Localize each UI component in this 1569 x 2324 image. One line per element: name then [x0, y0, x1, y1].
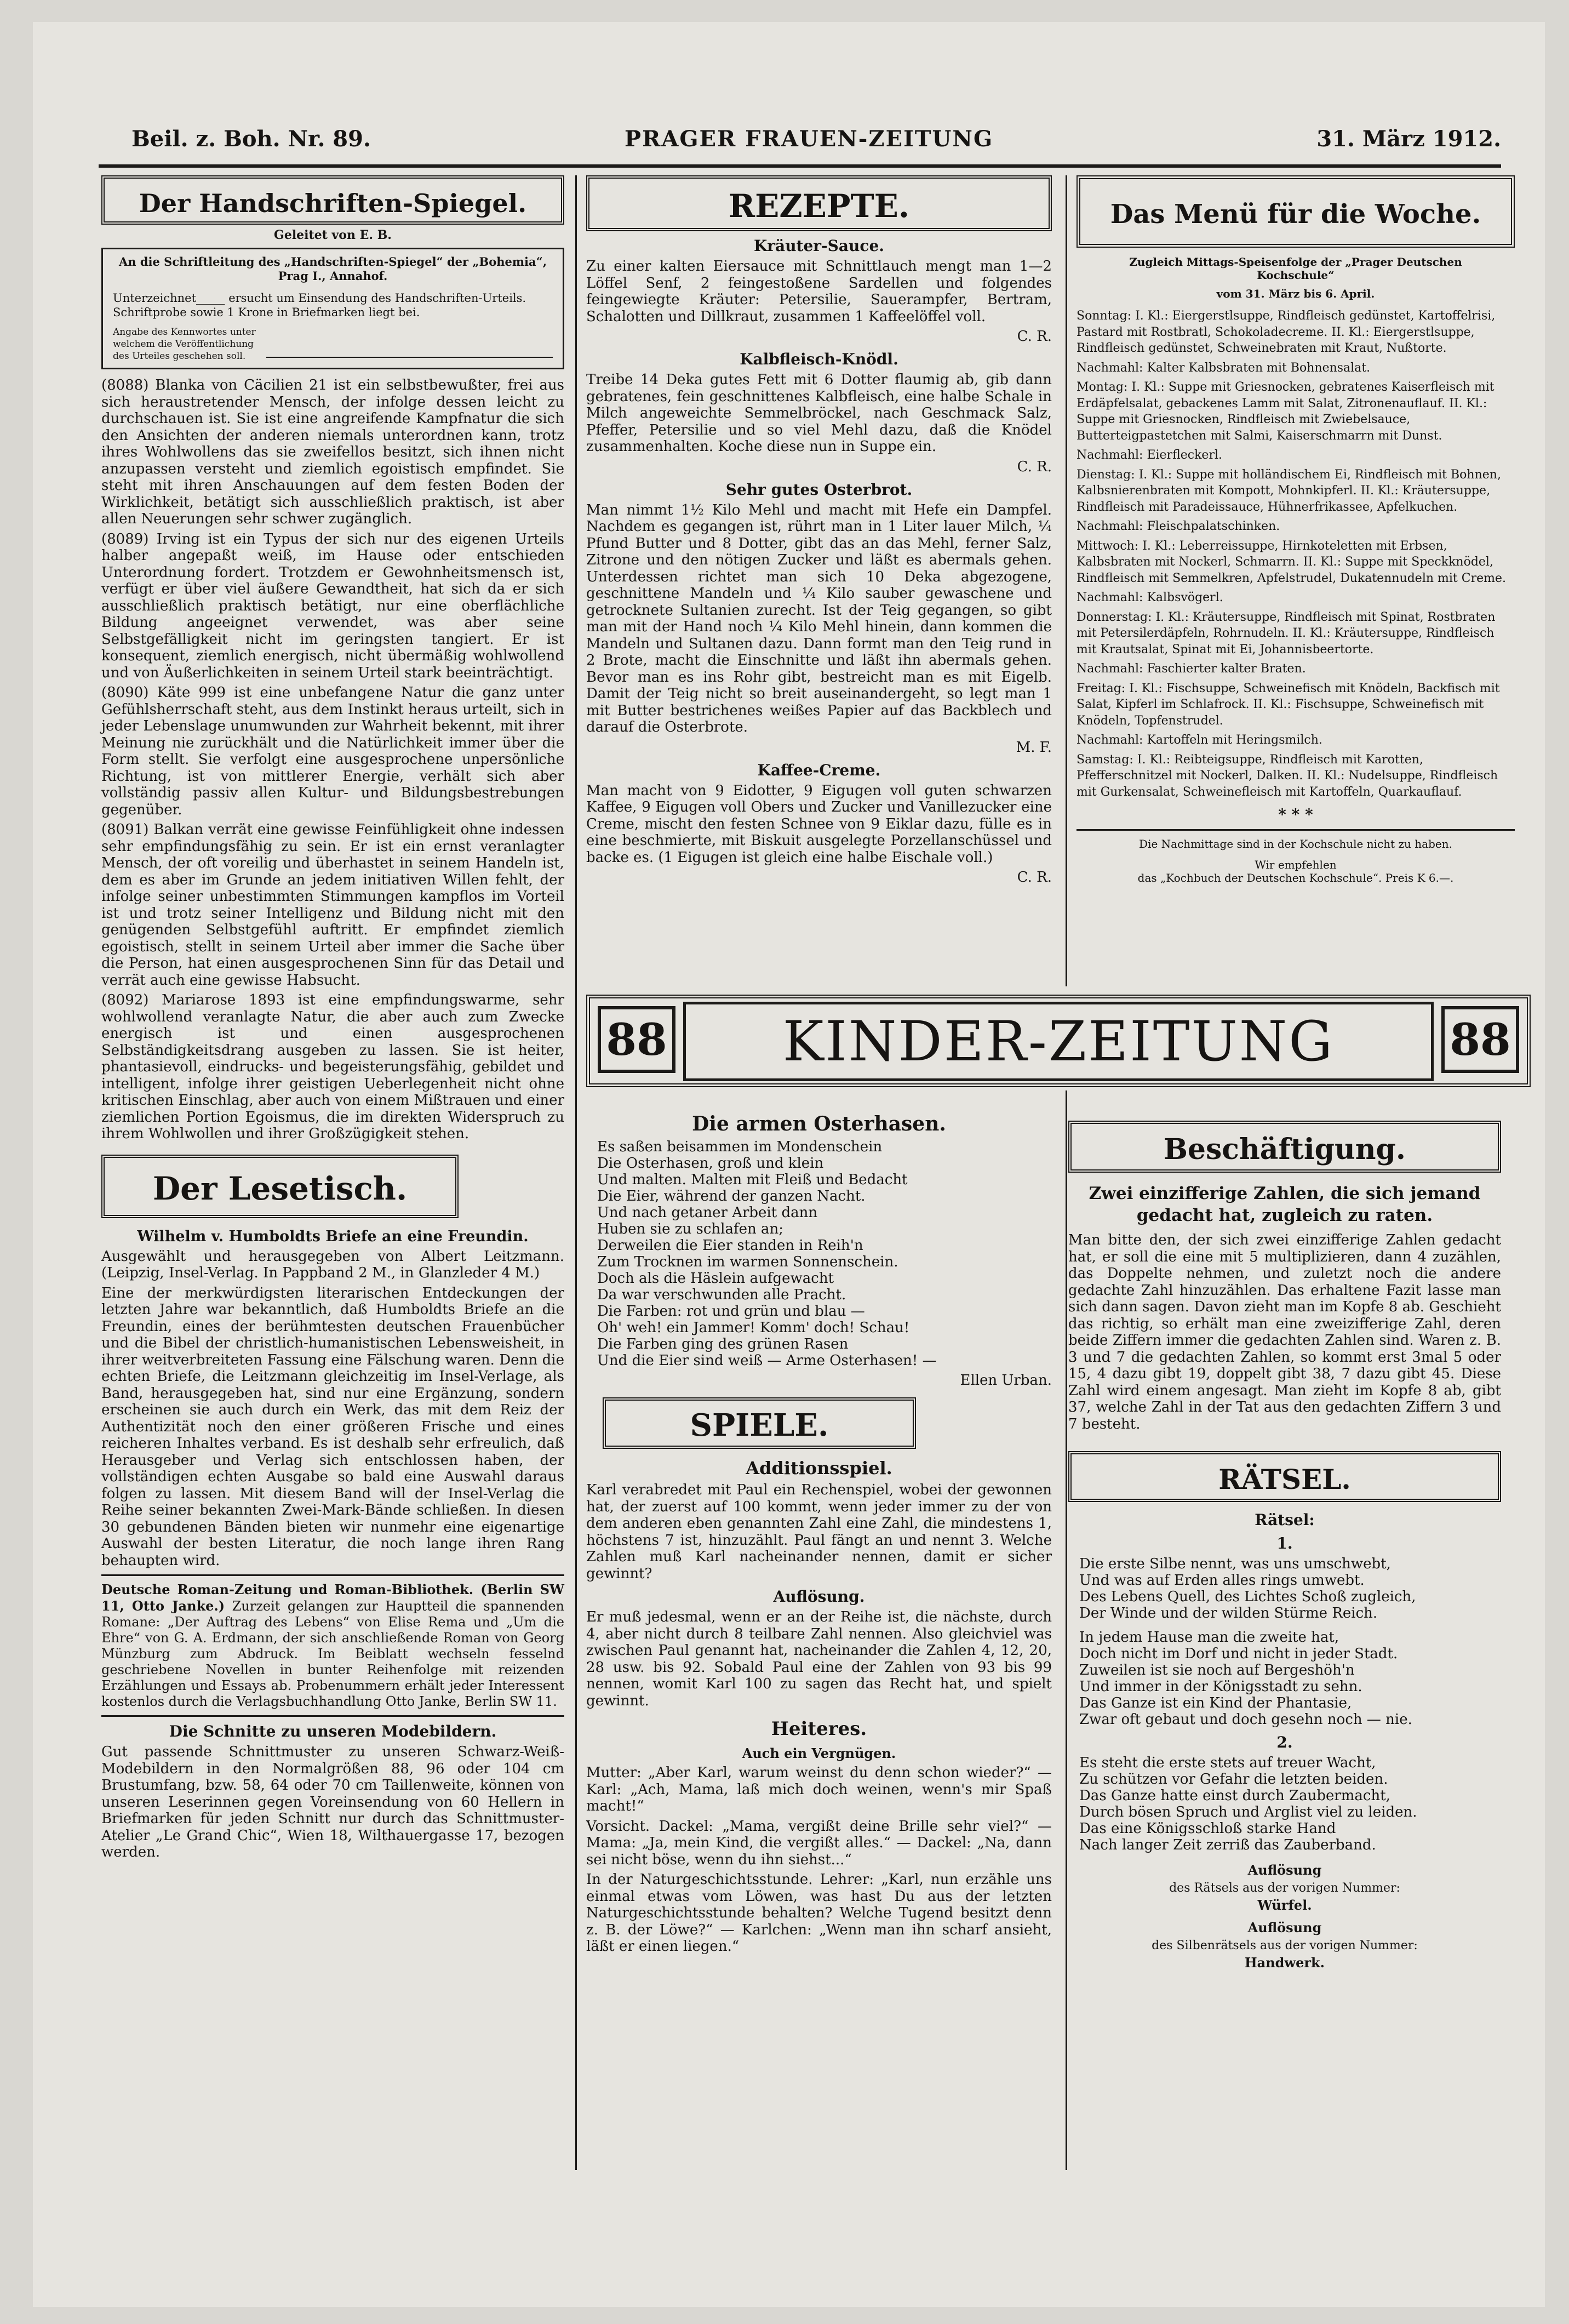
menu-day: Samstag: I. Kl.: Reibteigsuppe, Rindfleisch mit Karotten, Pfefferschnitzel mit Nockerl, Dalken. II. Kl.: Nudelsuppe, Rindfleisch mit Gurkensalat, Schweinefleisch mit Kartoffeln, Quarkauflauf. — [1076, 752, 1498, 799]
recipe-name: Kalbfleisch-Knödl. — [740, 350, 898, 368]
ornament-left-icon: 88 — [598, 1006, 675, 1073]
beschaeftigung-heading: Zwei einzifferige Zahlen, die sich jemand gedacht hat, zugleich zu raten. — [1089, 1184, 1481, 1225]
raetsel-number: 1. — [1276, 1534, 1293, 1552]
recipe-text: Man nimmt 1½ Kilo Mehl und macht mit Hefe ein Dampfel. Nachdem es gegangen ist, rührt man in 1 Liter lauer Milch, ¼ Pfund Butter und 8 Dotter, gibt das an das Mehl, ferner Salz, Zitrone und den nötigen Zucker und läßt es abermals gehen. Unterdessen richtet man sich 10 Deka abgezogene, geschnittene Mandeln und ¼ Kilo sauber gewaschene und getrocknete Sultanien zurecht. Ist der Teig gegangen, so gibt man mit der Hand noch ¼ Kilo Mehl hinein, dann kommen die Mandeln und Sultanen dazu. Dann formt man den Teig rund in 2 Brote, macht die Einschnitte und läßt ihn abermals gehen. Bevor man es ins Rohr gibt, bestreicht man es mit Eigelb. Damit der Teig nicht so breit auseinandergeht, so legt man 1 mit Butter bestrichenes weißes Papier auf das Backblech und darauf die Osterbrote. — [586, 501, 1052, 735]
handschriften-form-label: Angabe des Kennwortes unter welchem die Veröffentlichung des Urteiles geschehen soll. — [113, 327, 256, 362]
handschriften-form-text: Unterzeichnet_____ ersucht um Einsendung des Handschriften-Urteils. Schriftprobe sowie 1 Krone in Briefmarken liegt bei. — [113, 292, 526, 319]
menu-day: Nachmahl: Kartoffeln mit Heringsmilch. — [1076, 733, 1322, 747]
beschaeftigung-text: Man bitte den, der sich zwei einzifferige Zahlen gedacht hat, er soll die eine mit 5 multiplizieren, dann 4 zuzählen, das Doppelte nehmen, und zuletzt noch die andere gedachte Zahl hinzuzählen. Das erhaltene Fazit lasse man sich dann sagen. Davon zieht man im Kopfe 8 ab. Geschieht das richtig, so erhält man eine zweizifferige Zahl, deren beide Ziffern immer die gedachten Zahlen sind. Waren z. B. 3 und 7 die gedachten Zahlen, so kommt erst 3mal 5 oder 15, 4 dazu gibt 19, doppelt gibt 38, 7 dazu gibt 45. Diese Zahl wird einem angesagt. Man zieht im Kopfe 8 ab, gibt 37, welche Zahl in der Tat aus den gedachten Ziffern 3 und 7 besteht. — [1068, 1232, 1501, 1432]
spiel-name: Additionsspiel. — [746, 1458, 892, 1478]
menu-stars: * * * — [1278, 806, 1313, 824]
heiteres-joke: Vorsicht. Dackel: „Mama, vergißt deine Brille sehr viel?“ — Mama: „Ja, mein Kind, die vergißt alles.“ — Dackel: „Na, dann sei nicht böse, wenn du ihn siehst...“ — [586, 1818, 1052, 1868]
column-divider — [1066, 175, 1067, 986]
column-divider — [575, 175, 577, 2170]
recipe-name: Kräuter-Sauce. — [753, 237, 885, 255]
heiteres-joke: In der Naturgeschichtsstunde. Lehrer: „Karl, nun erzähle uns einmal etwas vom Löwen, was hast Du aus der letzten Naturgeschichtsstunde behalten? Welche Tugend besitzt denn z. B. der Löwe?“ — Karlchen: „Wenn man ihn scharf ansieht, läßt er einen liegen.“ — [586, 1871, 1052, 1955]
handschriften-title: Der Handschriften-Spiegel. — [101, 175, 564, 225]
handschrift-paragraph: (8091) Balkan verrät eine gewisse Feinfühligkeit ohne indessen sehr empfindungsfähig zu sein. Er ist ein ernst veranlagter Mensch, der oft voreilig und überhastet in seinem Handeln ist, dem es aber im Grunde an jedem initiativen Willen fehlt, der infolge seiner unbestimmten Stimmungen kampflos im Vorteil ist und trotz seiner Intelligenz und Bildung nicht mit den genügenden Selbstgefühl auftritt. Er empfindet ziemlich egoistisch, stellt in seinem Urteil aber immer die Sache über die Person, hat einen ausgesprochenen Sinn für das Detail und verrät auch eine gewisse Habsucht. — [101, 821, 564, 989]
header-title: PRAGER FRAUEN-ZEITUNG — [625, 126, 994, 152]
handschriften-form — [101, 248, 564, 369]
menu-day: Nachmahl: Faschierter kalter Braten. — [1076, 662, 1306, 676]
spiel-aufloesung-title: Auflösung. — [773, 1588, 865, 1606]
column-kinder-right — [1068, 1121, 1501, 1974]
raetsel-title: RÄTSEL. — [1068, 1451, 1501, 1502]
spiel-aufloesung-text: Er muß jedesmal, wenn er an der Reihe ist, die nächste, durch 4, aber nicht durch 8 teilbare Zahl nennen. Also gleichviel was zwischen Paul genannt hat, nacheinander die Zahlen 4, 12, 20, 28 usw. bis 92. Sobald Paul eine der Zahlen von 93 bis 99 nennen, womit Karl 100 zu sagen das Recht hat, und spielt gewinnt. — [586, 1609, 1052, 1709]
column-divider — [1066, 1090, 1067, 2170]
ornament-right-icon: 88 — [1441, 1006, 1519, 1073]
menu-day: Sonntag: I. Kl.: Eiergerstlsuppe, Rindfleisch gedünstet, Kartoffelrisi, Pastard mit Rostbratl, Schokoladecreme. II. Kl.: Eiergerstlsuppe, Rindfleisch gedünstet, Schweinebraten mit Kraut, Nußtorte. — [1076, 309, 1496, 355]
poem-title: Die armen Osterhasen. — [692, 1112, 946, 1135]
menu-day: Nachmahl: Kalbsvögerl. — [1076, 591, 1223, 604]
recipe-name: Sehr gutes Osterbrot. — [725, 480, 913, 499]
recipe-sig: M. F. — [1016, 739, 1052, 756]
menu-day: Dienstag: I. Kl.: Suppe mit holländischem Ei, Rindfleisch mit Bohnen, Kalbsnierenbraten mit Kompott, Mohnkipferl. II. Kl.: Kräutersuppe, Rindfleisch mit Paradeissauce, Hühnerfrikassee, Apfelkuchen. — [1076, 467, 1501, 514]
schnitte-text: Gut passende Schnittmuster zu unseren Schwarz-Weiß-Modebildern in den Normalgrößen 88, 96 oder 104 cm Brustumfang, bzw. 58, 64 oder 70 cm Taillenweite, können von unseren Leserinnen gegen Voreinsendung von 60 Hellern in Briefmarken für jeden Schnitt nur durch das Schnittmuster-Atelier „Le Grand Chic“, Wien 18, Wilthauergasse 17, bezogen werden. — [101, 1744, 564, 1860]
menu-subtitle: Zugleich Mittags-Speisenfolge der „Prager Deutschen Kochschule“ — [1129, 255, 1462, 282]
lesetisch-paragraph: Eine der merkwürdigsten literarischen Entdeckungen der letzten Jahre war bekanntlich, daß Humboldts Briefe an die Freundin, eines der berühmtesten deutschen Frauenbücher und die Bibel der christlich-humanistischen Lebensweisheit, in ihrer weitverbreiteten Fassung eine Fälschung waren. Denn die echten Briefe, die Leitzmann gleichzeitig im Insel-Verlage, als Band, herausgegeben hat, sind nur eine Ergänzung, sondern erscheinen sie auch durch ein Werk, das mit dem Reiz der Authentizität noch den einer größeren Frische und eines reicheren Inhaltes verband. Es ist deshalb sehr erfreulich, daß Herausgeber und Verlag sich entschlossen haben, der vollständigen echten Ausgabe so bald eine Auswahl daraus folgen zu lassen. Mit diesem Band will der Insel-Verlag die Reihe seiner bekannten Zwei-Mark-Bände schließen. In diesen 30 gebundenen Bänden bieten wir nunmehr eine eigenartige Auswahl der besten Literatur, die noch lange ihren Rang behaupten wird. — [101, 1284, 564, 1569]
menu-dates: vom 31. März bis 6. April. — [1216, 287, 1375, 300]
raetsel-2-verse: Es steht die erste stets auf treuer Wacht, Zu schützen vor Gefahr die letzten beiden. Das Ganze hatte einst durch Zaubermacht, Durch bösen Spruch und Arglist viel zu leiden. Das eine Königsschloß starke Hand Nach langer Zeit zerriß das Zauberband. — [1079, 1755, 1417, 1853]
book-heading: Wilhelm v. Humboldts Briefe an eine Freundin. — [137, 1227, 529, 1245]
menu-day: Nachmahl: Fleischpalatschinken. — [1076, 519, 1280, 533]
heiteres-title: Heiteres. — [771, 1718, 867, 1740]
kinder-zeitung-banner — [586, 995, 1531, 1087]
aufloesung-subtitle: des Rätsels aus der vorigen Nummer: — [1169, 1881, 1400, 1895]
handschrift-paragraph: (8089) Irving ist ein Typus der sich nur des eigenen Urteils halber angepaßt weiß, im Hause oder entschieden Unterordnung fordert. Trotzdem er Gewohnheitsmensch ist, verfügt er über viel äußere Gewandtheit, hat sich da er sich ausschließlich praktisch betätigt, nur eine oberflächliche Bildung angeeignet verwendet, was aber seine Selbstgefälligkeit nicht im geringsten tangiert. Er ist konsequent, ziemlich energisch, nicht übermäßig wohlwollend und von Äußerlichkeiten in seinem Urteil stark beeinträchtigt. — [101, 530, 564, 681]
menu-recommend: Wir empfehlen — [1255, 858, 1337, 871]
menu-day: Montag: I. Kl.: Suppe mit Griesnocken, gebratenes Kaiserfleisch mit Erdäpfelsalat, gebackenes Lamm mit Salat, Zitronenauflauf. II. Kl.: Suppe mit Griesnocken, Rindfleisch mit Zwiebelsauce, Butterteigpastetchen mit Salmi, Kaiserschmarrn mit Dunst. — [1076, 380, 1494, 443]
recipe-text: Man macht von 9 Eidotter, 9 Eigugen voll guten schwarzen Kaffee, 9 Eigugen voll Obers und Zucker und Vanillezucker eine Creme, mischt den festen Schnee von 9 Eiklar dazu, fülle es in eine beschmierte, mit Biskuit ausgelegte Porzellanschüssel und backe es. (1 Eigugen ist gleich eine halbe Eischale voll.) — [586, 782, 1052, 866]
menu-day: Nachmahl: Kalter Kalbsbraten mit Bohnensalat. — [1076, 361, 1371, 375]
recipe-sig: C. R. — [1017, 869, 1052, 886]
poem-author: Ellen Urban. — [960, 1372, 1052, 1389]
menu-day: Freitag: I. Kl.: Fischsuppe, Schweinefisch mit Knödeln, Backfisch mit Salat, Kipferl im Schlafrock. II. Kl.: Fischsuppe, Schweinefisch mit Knödeln, Topfenstrudel. — [1076, 681, 1500, 728]
spiel-text: Karl verabredet mit Paul ein Rechenspiel, wobei der gewonnen hat, der zuerst auf 100 kommt, wenn jeder immer zu der von dem anderen eben genannten Zahl eine Zahl, die mindestens 1, höchstens 7 ist, hinzuzählt. Paul fängt an und nennt 3. Welche Zahlen muß Karl nacheinander nennen, damit er sicher gewinnt? — [586, 1482, 1052, 1582]
raetsel-number: 2. — [1276, 1733, 1293, 1751]
recipe-sig: C. R. — [1017, 458, 1052, 475]
column-rezepte — [586, 175, 1052, 890]
beschaeftigung-title: Beschäftigung. — [1068, 1121, 1501, 1173]
recipe-sig: C. R. — [1017, 328, 1052, 345]
raetsel-subtitle: Rätsel: — [1255, 1511, 1315, 1529]
form-line — [266, 326, 553, 358]
recipe-text: Treibe 14 Deka gutes Fett mit 6 Dotter flaumig ab, gib dann gebratenes, fein geschnittenes Kalbfleisch, eine halbe Schale in Milch angeweichte Semmelbröckel, nach Geschmack Salz, Pfeffer, Petersilie und so viel Mehl dazu, daß die Knödel zusammenhalten. Koche diese nun in Suppe ein. — [586, 372, 1052, 455]
menu-note: Die Nachmittage sind in der Kochschule nicht zu haben. — [1139, 837, 1452, 850]
aufloesung-title: Auflösung — [1247, 1920, 1322, 1935]
aufloesung-title: Auflösung — [1247, 1862, 1322, 1878]
handschrift-paragraph: (8090) Käte 999 ist eine unbefangene Natur die ganz unter Gefühlsherrschaft steht, aus dem Instinkt heraus urteilt, sich in jeder Lebenslage unumwunden zur Wahrheit bekennt, mit ihrer Meinung nie zurückhält und die Natürlichkeit immer über die Form stellt. Sie verfolgt eine ausgesprochene unpersönliche Richtung, ist von mittlerer Energie, verhält sich aber vollständig passiv allen Kultur- und Bildungsbestrebungen gegenüber. — [101, 684, 564, 818]
column-kinder-left — [586, 1107, 1052, 1958]
column-menu — [1076, 175, 1515, 884]
aufloesung-answer: Würfel. — [1257, 1897, 1312, 1913]
handschriften-address: An die Schriftleitung des „Handschriften-Spiegel“ der „Bohemia“, Prag I., Annahof. — [118, 255, 547, 283]
heiteres-joke: Mutter: „Aber Karl, warum weinst du denn schon wieder?“ — Karl: „Ach, Mama, laß mich doch weinen, wenn's mir Spaß macht!“ — [586, 1765, 1052, 1814]
menu-day: Nachmahl: Eierfleckerl. — [1076, 448, 1222, 462]
roman-text: Zurzeit gelangen zur Hauptteil die spannenden Romane: „Der Auftrag des Lebens“ von Elise Rema und „Um die Ehre“ von G. A. Erdmann, der sich anschließende Roman von Georg Münzburg zum Abdruck. Im Beiblatt wechseln fesselnd geschriebene Novellen in bunter Reihenfolge mit reizenden Erzählungen und Essays ab. Probenummern erhält jeder Interessent kostenlos durch die Verlagsbuchhandlung Otto Janke, Berlin SW 11. — [101, 1598, 564, 1709]
kinder-zeitung-title: KINDER-ZEITUNG — [683, 1002, 1434, 1081]
raetsel-1-verse: Die erste Silbe nennt, was uns umschwebt, Und was auf Erden alles rings umwebt. Des Lebens Quell, des Lichtes Schoß zugleich, Der Winde und der wilden Stürme Reich. — [1079, 1556, 1416, 1621]
handschrift-paragraph: (8088) Blanka von Cäcilien 21 ist ein selbstbewußter, frei aus sich heraustretender Mensch, der infolge dessen leicht zu durchschauen ist. Sie ist eine angreifende Kampfnatur die sich den Ansichten der anderen niemals unterordnen kann, trotz ihres Wohlwollens das sie zweifellos besitzt, sich ihnen nicht anzupassen versteht und ziemlich egoistisch empfindet. Sie steht mit ihren Anschauungen auf dem festen Boden der Wirklichkeit, betätigt sich ausschließlich praktisch, ist aber allen Neuerungen sehr schwer zugänglich. — [101, 377, 564, 527]
aufloesung-subtitle: des Silbenrätsels aus der vorigen Nummer: — [1152, 1939, 1418, 1952]
roman-heading: Deutsche Roman-Zeitung und Roman-Bibliothek. (Berlin SW 11, Otto Janke.) — [101, 1581, 564, 1614]
running-header — [131, 126, 1501, 159]
raetsel-1-verse-2: In jedem Hause man die zweite hat, Doch nicht im Dorf und nicht in jeder Stadt. Zuweilen ist sie noch auf Bergeshöh'n Und immer in der Königsstadt zu sehn. Das Ganze ist ein Kind der Phantasie, Zwar oft gebaut und doch gesehn noch — nie. — [1079, 1629, 1412, 1728]
header-issue: Beil. z. Boh. Nr. 89. — [131, 126, 371, 152]
recipe-text: Zu einer kalten Eiersauce mit Schnittlauch mengt man 1—2 Löffel Senf, 2 feingestoßene Sardellen und folgendes feingewiegte Kräuter: Petersilie, Sauerampfer, Bertram, Schalotten und Dillkraut, zusammen 1 Kaffeelöffel voll. — [586, 258, 1052, 325]
schnitte-heading: Die Schnitte zu unseren Modebildern. — [169, 1722, 497, 1740]
spiele-title: SPIELE. — [603, 1397, 916, 1449]
heiteres-subtitle: Auch ein Vergnügen. — [742, 1745, 896, 1761]
poem-text: Es saßen beisammen im Mondenschein Die Osterhasen, groß und klein Und malten. Malten mit Fleiß und Bedacht Die Eier, während der ganzen Nacht. Und nach getaner Arbeit dann Huben sie zu schlafen an; Derweilen die Eier standen in Reih'n Zum Trocknen im warmen Sonnenschein. Doch als die Häslein aufgewacht Da war verschwunden alle Pracht. Die Farben: rot und grün und blau — Oh' weh! ein Jammer! Komm' doch! Schau! Die Farben ging des grünen Rasen Und die Eier sind weiß — Arme Osterhasen! — — [597, 1139, 937, 1369]
header-date: 31. März 1912. — [1316, 126, 1501, 152]
rezepte-title: REZEPTE. — [586, 175, 1052, 231]
handschrift-paragraph: (8092) Mariarose 1893 ist eine empfindungswarme, sehr wohlwollend veranlagte Natur, die aber auch zum Zwecke energisch ist und einen ausgesprochenen Selbständigkeitsdrang ausgeben zu lassen. Sie ist heiter, phantasievoll, eindrucks- und begeisterungsfähig, gebildet und intelligent, infolge ihrer geistigen Ueberlegenheit nicht ohne kritischen Einschlag, aber auch von einem Mißtrauen und einer ziemlichen Portion Egoismus, die im direkten Widerspruch zu ihrem Wohlwollen und ihrer Großzügigkeit stehen. — [101, 992, 564, 1142]
menu-title: Das Menü für die Woche. — [1076, 175, 1515, 248]
lesetisch-title: Der Lesetisch. — [101, 1155, 459, 1218]
aufloesung-answer: Handwerk. — [1244, 1955, 1325, 1971]
handschriften-subtitle: Geleitet von E. B. — [274, 228, 392, 242]
column-left — [101, 175, 564, 1864]
menu-cookbook: das „Kochbuch der Deutschen Kochschule“. Preis K 6.—. — [1137, 871, 1454, 884]
menu-day: Donnerstag: I. Kl.: Kräutersuppe, Rindfleisch mit Spinat, Rostbraten mit Petersilerdäpfeln, Rohrnudeln. II. Kl.: Kräutersuppe, Rindfleisch mit Krautsalat, Spinat mit Ei, Johannisbeertorte. — [1076, 610, 1496, 656]
header-rule — [99, 164, 1501, 168]
recipe-name: Kaffee-Creme. — [757, 761, 881, 779]
menu-day: Mittwoch: I. Kl.: Leberreissuppe, Hirnkoteletten mit Erbsen, Kalbsbraten mit Nockerl, Schmarrn. II. Kl.: Suppe mit Speckknödel, Rindfleisch mit Semmelkren, Apfelstrudel, Dukatennudeln mit Creme. — [1076, 539, 1506, 585]
book-subheading: Ausgewählt und herausgegeben von Albert Leitzmann. (Leipzig, Insel-Verlag. In Pappband 2 M., in Glanzleder 4 M.) — [101, 1248, 564, 1281]
